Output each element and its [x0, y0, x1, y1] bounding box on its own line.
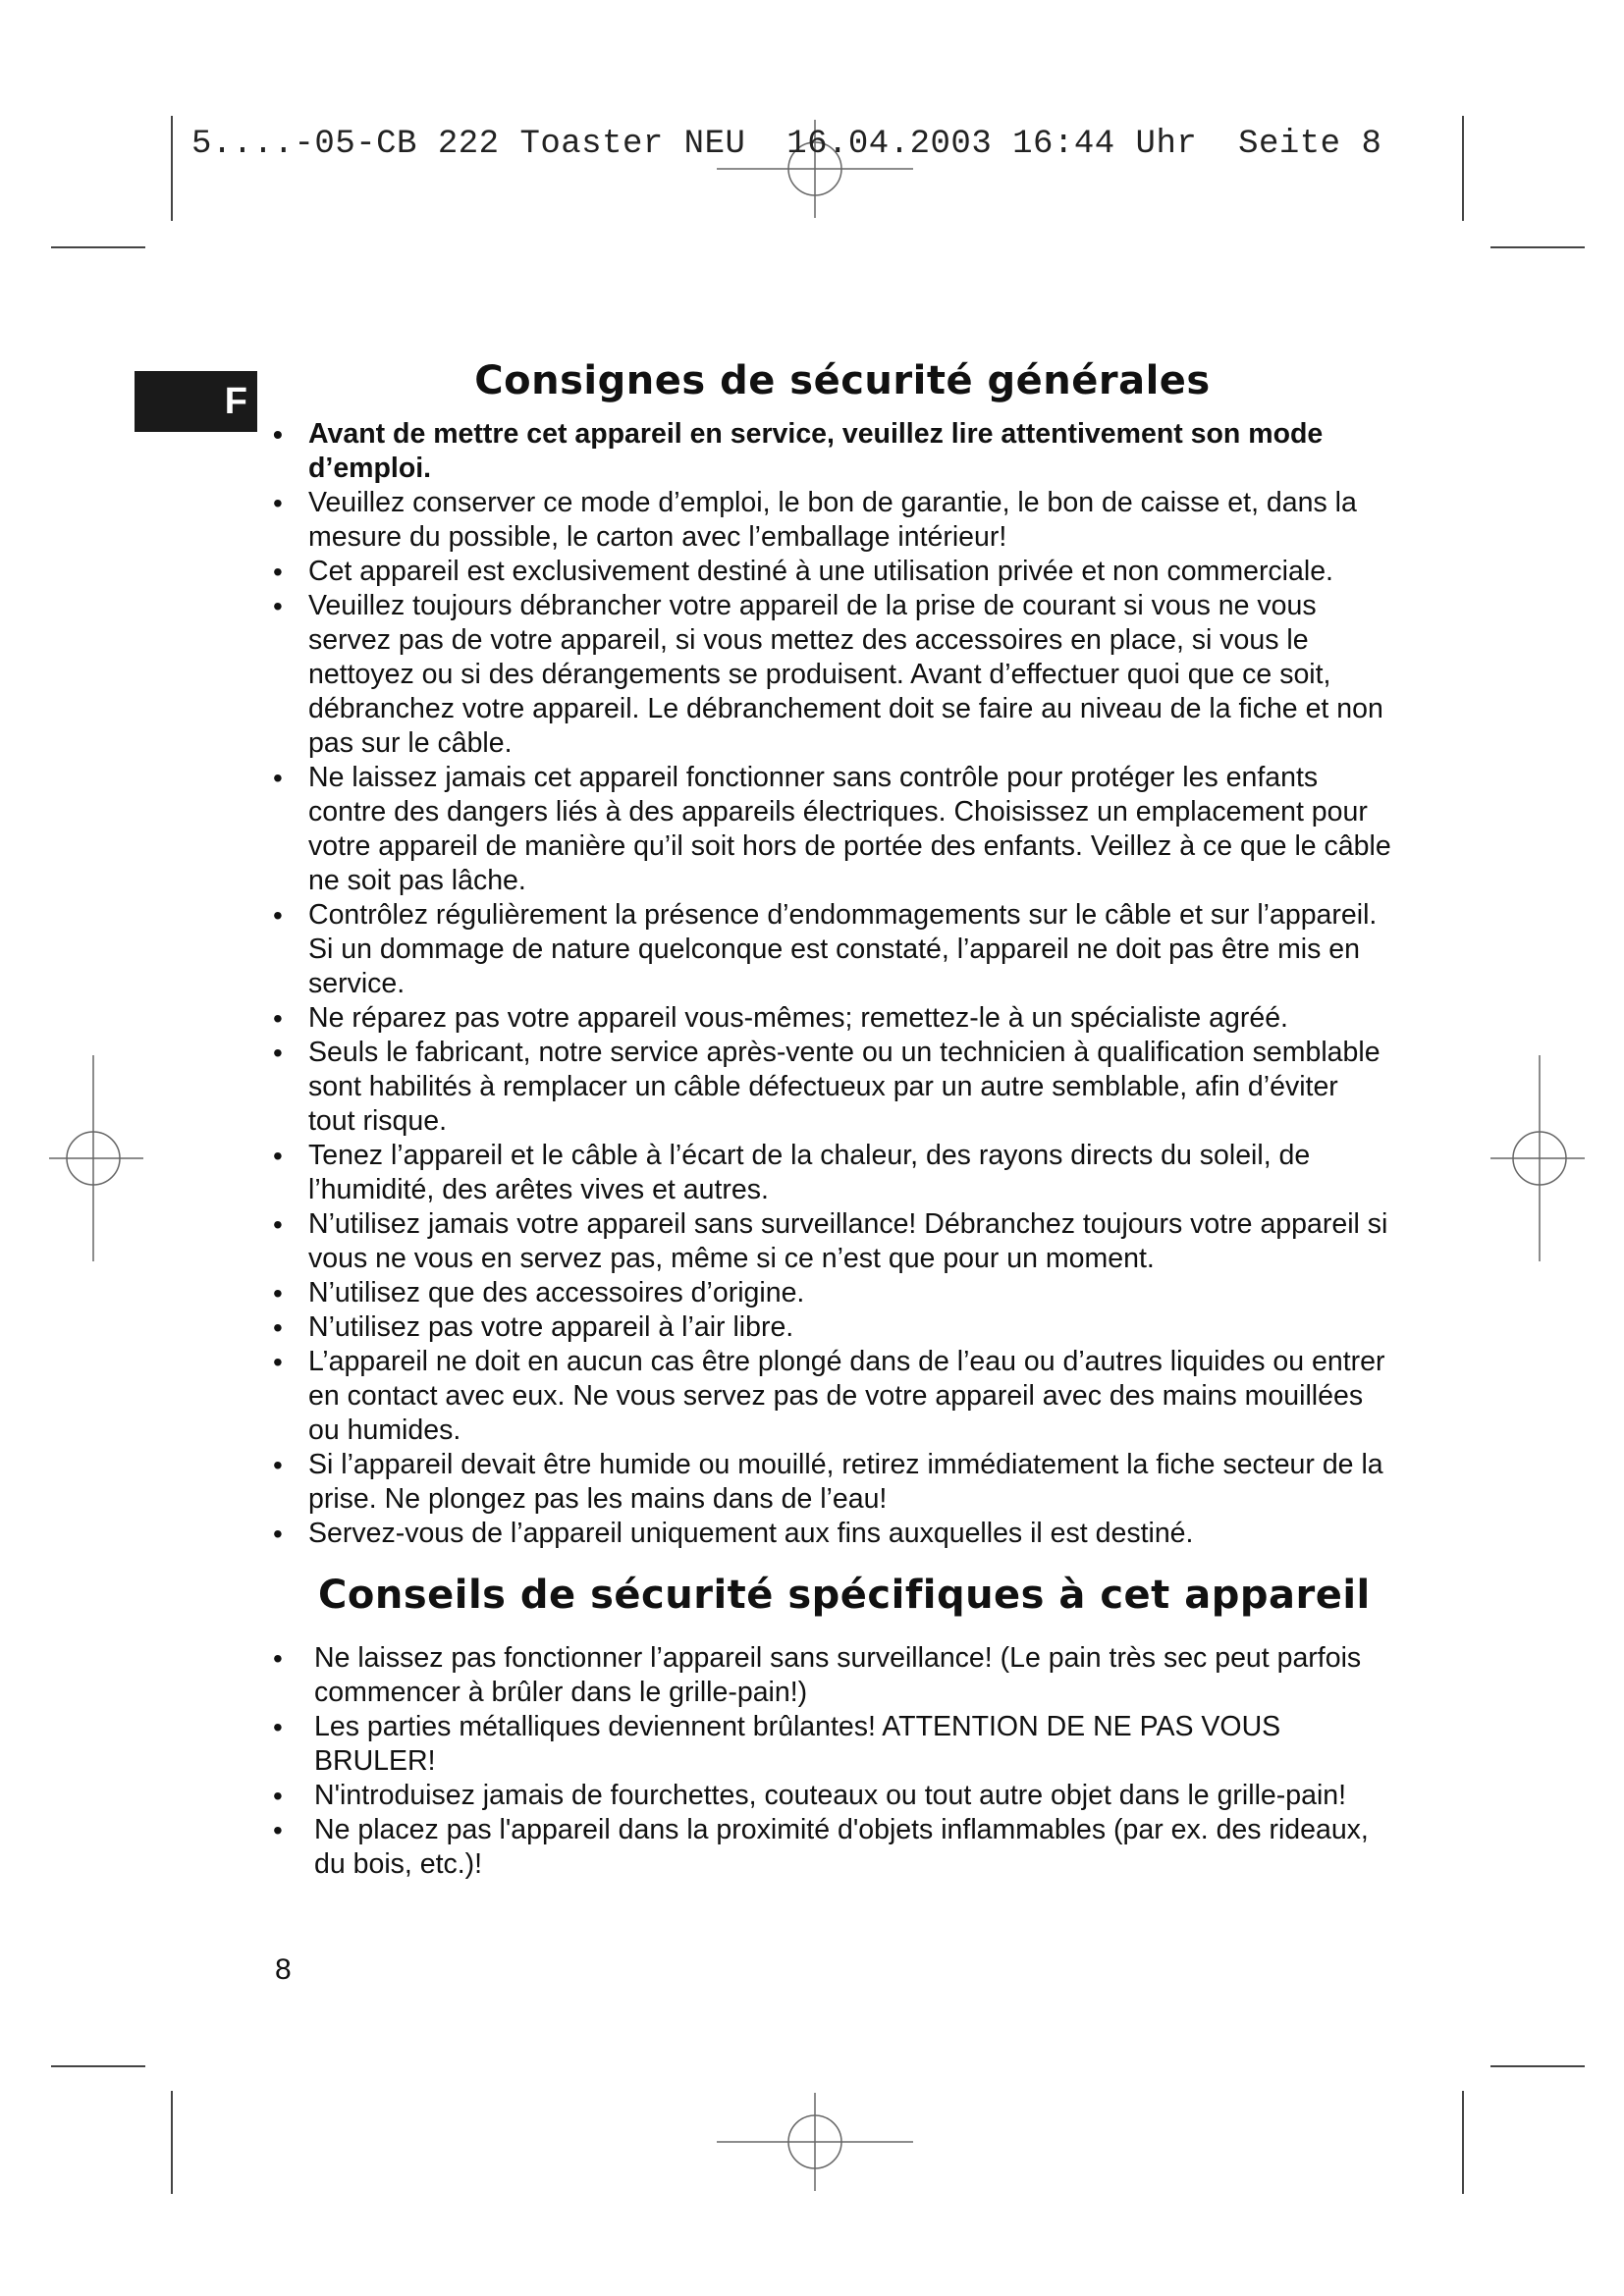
registration-mark-bottom	[717, 2093, 913, 2191]
list-item: • N'introduisez jamais de fourchettes, couteaux ou tout autre objet dans le grille-pain!	[263, 1779, 1392, 1813]
list-item: • Ne laissez jamais cet appareil fonctionner sans contrôle pour protéger les enfants contre des dangers liés à des appareils électriques. Choisissez un emplacement pour votre appareil de manière qu’il soit hors de portée des enfants. Veillez à ce que le câble ne soit pas lâche.	[263, 761, 1392, 898]
list-item: • Seuls le fabricant, notre service après-vente ou un technicien à qualification semblable sont habilités à remplacer un câble défectueux par un autre semblable, afin d’éviter tout risque.	[263, 1036, 1392, 1139]
list-item: • Veuillez toujours débrancher votre appareil de la prise de courant si vous ne vous servez pas de votre appareil, si vous mettez des accessoires en place, si vous le nettoyez ou si des dérangements se produisent. Avant d’effectuer quoi que ce soit, débranchez votre appareil. Le débranchement doit se faire au niveau de la fiche et non pas sur le câble.	[263, 589, 1392, 761]
list-item: • Cet appareil est exclusivement destiné à une utilisation privée et non commerciale.	[263, 555, 1392, 589]
list-item: • Les parties métalliques deviennent brûlantes! ATTENTION DE NE PAS VOUS BRULER!	[263, 1710, 1392, 1779]
list-item: • N’utilisez jamais votre appareil sans surveillance! Débranchez toujours votre appareil si vous ne vous en servez pas, même si ce n’est que pour un moment.	[263, 1207, 1392, 1276]
list-item: • Veuillez conserver ce mode d’emploi, le bon de garantie, le bon de caisse et, dans la mesure du possible, le carton avec l’emballage intérieur!	[263, 486, 1392, 555]
language-tab: F	[135, 371, 257, 432]
list-item: • Avant de mettre cet appareil en service, veuillez lire attentivement son mode d’emploi.	[263, 417, 1392, 486]
list-item: • L’appareil ne doit en aucun cas être plongé dans de l’eau ou d’autres liquides ou entrer en contact avec eux. Ne vous servez pas de votre appareil avec des mains mouillées ou humides.	[263, 1345, 1392, 1448]
registration-mark-left	[49, 1055, 143, 1261]
list-item: • Ne réparez pas votre appareil vous-mêmes; remettez-le à un spécialiste agréé.	[263, 1001, 1392, 1036]
specific-safety-list	[263, 1641, 1392, 1882]
section-title-specific-safety: Conseils de sécurité spécifiques à cet appareil	[318, 1573, 1371, 1618]
list-item: • Si l’appareil devait être humide ou mouillé, retirez immédiatement la fiche secteur de la prise. Ne plongez pas les mains dans de l’eau!	[263, 1448, 1392, 1517]
list-item: • Servez-vous de l’appareil uniquement aux fins auxquelles il est destiné.	[263, 1517, 1392, 1551]
list-item: • Tenez l’appareil et le câble à l’écart de la chaleur, des rayons directs du soleil, de l’humidité, des arêtes vives et autres.	[263, 1139, 1392, 1207]
general-safety-list	[263, 417, 1392, 1551]
list-item: • N’utilisez pas votre appareil à l’air libre.	[263, 1310, 1392, 1345]
print-slug-header: 5....-05-CB 222 Toaster NEU 16.04.2003 16:44 Uhr Seite 8	[191, 126, 1382, 163]
main-content	[263, 358, 1392, 1882]
list-item: • N’utilisez que des accessoires d’origine.	[263, 1276, 1392, 1310]
section-title-general-safety: Consignes de sécurité générales	[474, 358, 1211, 403]
page-number: 8	[275, 1953, 292, 1986]
list-item: • Ne placez pas l'appareil dans la proximité d'objets inflammables (par ex. des rideaux, du bois, etc.)!	[263, 1813, 1392, 1882]
list-item: • Ne laissez pas fonctionner l’appareil sans surveillance! (Le pain très sec peut parfois commencer à brûler dans le grille-pain!)	[263, 1641, 1392, 1710]
list-item: • Contrôlez régulièrement la présence d’endommagements sur le câble et sur l’appareil. Si un dommage de nature quelconque est constaté, l’appareil ne doit pas être mis en service.	[263, 898, 1392, 1001]
registration-mark-right	[1490, 1055, 1585, 1261]
